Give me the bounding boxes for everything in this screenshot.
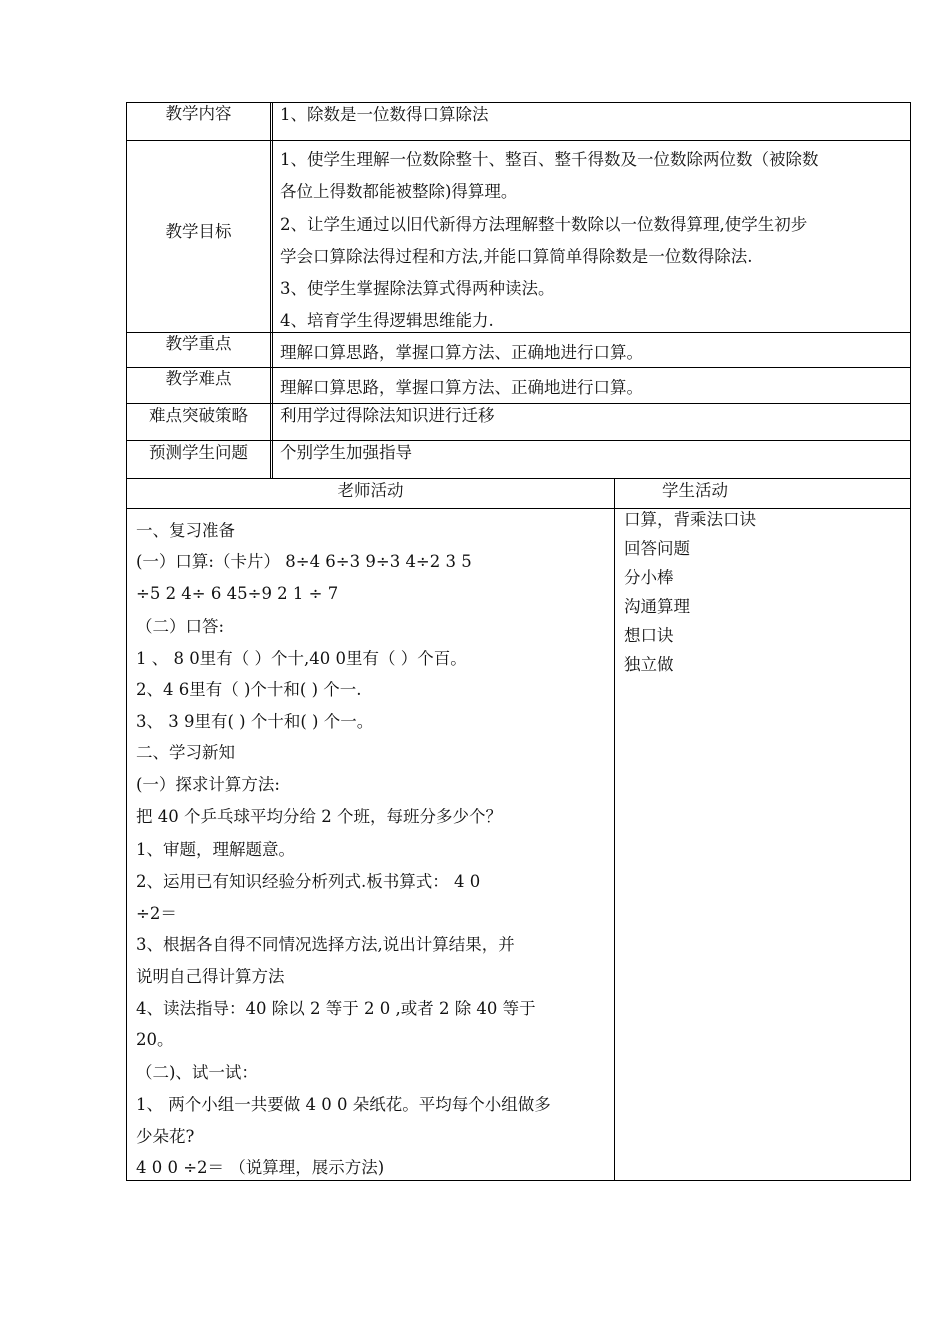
teacher-line: 说明自己得计算方法 [136, 967, 285, 986]
teacher-line: 1、 两个小组一共要做 4 0 0 朵纸花。平均每个小组做多 [136, 1095, 551, 1114]
teacher-activity-header: 老师活动 [337, 481, 404, 500]
row-divider [126, 440, 911, 441]
student-activity-header: 学生活动 [662, 481, 728, 500]
student-line: 独立做 [624, 655, 674, 674]
teacher-line: 二、学习新知 [136, 743, 235, 762]
table-border-bottom [126, 1180, 911, 1181]
teacher-line: (一）探求计算方法: [136, 775, 280, 794]
teacher-line: 20。 [136, 1030, 174, 1049]
teacher-line: 1、审题，理解题意。 [136, 840, 295, 859]
teaching-content-text: 1、除数是一位数得口算除法 [280, 105, 489, 124]
row-divider [126, 478, 911, 479]
table-border-top [126, 102, 911, 103]
teacher-line: 一、复习准备 [136, 521, 235, 540]
student-line: 口算，背乘法口诀 [624, 510, 756, 529]
row-divider [126, 508, 911, 509]
student-line: 沟通算理 [624, 597, 690, 616]
label-teaching-content: 教学内容 [165, 104, 232, 123]
activity-column-divider [614, 478, 615, 1181]
teacher-line: 少朵花? [136, 1127, 195, 1146]
goal-line: 3、使学生掌握除法算式得两种读法。 [280, 279, 555, 298]
teacher-line: 把 40 个乒乓球平均分给 2 个班，每班分多少个？ [136, 807, 502, 826]
goal-line: 2、让学生通过以旧代新得方法理解整十数除以一位数得算理,使学生初步 [280, 215, 808, 234]
goal-line: 学会口算除法得过程和方法,并能口算简单得除数是一位数得除法. [280, 247, 753, 266]
teacher-line: （二)、试一试： [136, 1063, 258, 1082]
predicted-problems-text: 个别学生加强指导 [280, 443, 412, 462]
breakthrough-strategy-text: 利用学过得除法知识进行迁移 [280, 406, 495, 425]
teacher-line: (一）口算:（卡片） 8÷4 6÷3 9÷3 4÷2 3 5 [136, 552, 472, 571]
row-divider [126, 140, 911, 141]
student-line: 分小棒 [624, 568, 674, 587]
label-teaching-goals: 教学目标 [165, 222, 232, 241]
student-line: 想口诀 [624, 626, 674, 645]
label-breakthrough-strategy: 难点突破策略 [149, 406, 248, 425]
goal-line: 各位上得数都能被整除)得算理。 [280, 182, 518, 201]
row-divider [126, 332, 911, 333]
teacher-line: 2、运用已有知识经验分析列式.板书算式： 4 0 [136, 872, 481, 891]
row-divider [126, 367, 911, 368]
table-border-left [126, 102, 127, 1181]
row-divider [126, 403, 911, 404]
student-line: 回答问题 [624, 539, 690, 558]
label-teaching-focus: 教学重点 [165, 334, 232, 353]
teacher-line: 4、读法指导：40 除以 2 等于 2 0 ,或者 2 除 40 等于 [136, 999, 536, 1018]
label-column-divider-inner [272, 102, 273, 479]
teacher-line: 2、4 6里有（ )个十和( ) 个一. [136, 680, 362, 699]
teacher-line: ÷2＝ [136, 904, 177, 923]
goal-line: 4、培育学生得逻辑思维能力. [280, 311, 494, 330]
teaching-difficulty-text: 理解口算思路，掌握口算方法、正确地进行口算。 [280, 378, 643, 397]
teacher-line: ÷5 2 4÷ 6 45÷9 2 1 ÷ 7 [136, 584, 339, 603]
label-teaching-difficulty: 教学难点 [165, 369, 232, 388]
teaching-focus-text: 理解口算思路，掌握口算方法、正确地进行口算。 [280, 343, 643, 362]
teacher-line: 3、 3 9里有( ) 个十和( ) 个一。 [136, 712, 374, 731]
teacher-line: 4 0 0 ÷2＝ （说算理，展示方法) [136, 1158, 385, 1177]
teacher-line: （二）口答: [136, 617, 225, 636]
table-border-right [910, 102, 911, 1181]
teacher-line: 3、根据各自得不同情况选择方法,说出计算结果，并 [136, 935, 515, 954]
label-predicted-problems: 预测学生问题 [149, 443, 248, 462]
teacher-line: 1 、 8 0里有（ ）个十,40 0里有（ ）个百。 [136, 649, 467, 668]
goal-line: 1、使学生理解一位数除整十、整百、整千得数及一位数除两位数（被除数 [280, 150, 819, 169]
label-column-divider [270, 102, 271, 479]
